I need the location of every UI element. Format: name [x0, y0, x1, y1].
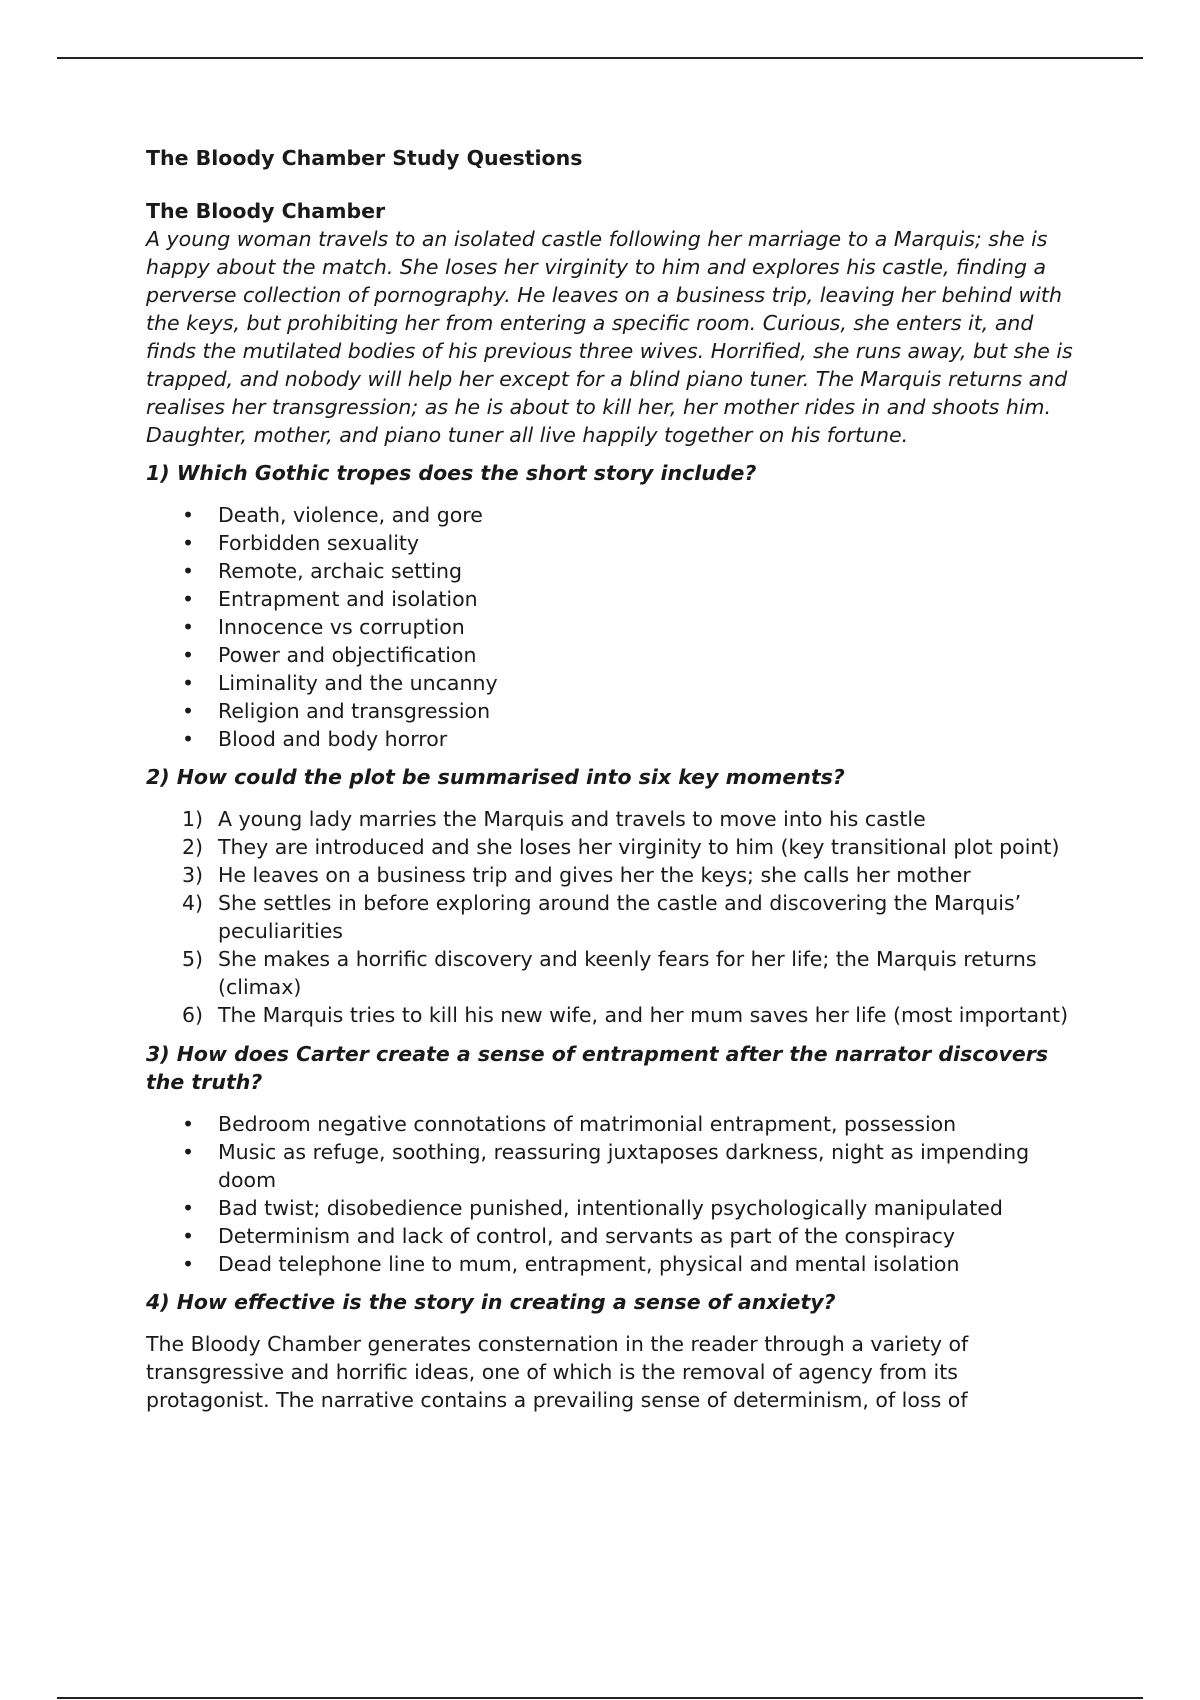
list-number: 3): [182, 863, 204, 887]
list-item: [146, 889, 1076, 945]
list-item: [146, 805, 1076, 833]
footer-rule: [57, 1697, 1143, 1699]
list-item: [146, 945, 1076, 1001]
list-item: • Liminality and the uncanny: [146, 669, 1076, 697]
question-3: 3) How does Carter create a sense of entrapment after the narrator discovers the truth?: [146, 1042, 1049, 1094]
list-item: • Death, violence, and gore: [146, 501, 1076, 529]
entrapment-list: [146, 1110, 1076, 1278]
question-2: 2) How could the plot be summarised into six key moments?: [146, 765, 845, 789]
question-4: 4) How effective is the story in creating a sense of anxiety?: [146, 1290, 836, 1314]
list-number: 4): [182, 891, 204, 915]
list-item: • Bedroom negative connotations of matrimonial entrapment, possession: [146, 1110, 1076, 1138]
list-item: • Remote, archaic setting: [146, 557, 1076, 585]
gothic-tropes-list: [146, 501, 1076, 753]
list-text: A young lady marries the Marquis and travels to move into his castle: [218, 807, 926, 831]
list-item: • Forbidden sexuality: [146, 529, 1076, 557]
document-body: [146, 144, 1076, 1414]
list-text: They are introduced and she loses her virginity to him (key transitional plot point): [218, 835, 1060, 859]
header-rule: [57, 57, 1143, 59]
list-number: 5): [182, 947, 204, 971]
list-item: [146, 833, 1076, 861]
anxiety-answer: The Bloody Chamber generates consternation in the reader through a variety of transgressive and horrific ideas, one of which is the removal of agency from its protagonist. The narrative contains a prevailing sense of determinism, of loss of: [146, 1332, 969, 1412]
list-item: [146, 1001, 1076, 1029]
list-item: [146, 861, 1076, 889]
question-1: 1) Which Gothic tropes does the short story include?: [146, 461, 757, 485]
list-item: • Innocence vs corruption: [146, 613, 1076, 641]
story-summary: A young woman travels to an isolated castle following her marriage to a Marquis; she is happy about the match. She loses her virginity to him and explores his castle, finding a perverse collection of pornography. He leaves on a business trip, leaving her behind with the keys, but prohibiting her from entering a specific room. Curious, she enters it, and finds the mutilated bodies of his previous three wives. Horrified, she runs away, but she is trapped, and nobody will help her except for a blind piano tuner. The Marquis returns and realises her transgression; as he is about to kill her, her mother rides in and shoots him. Daughter, mother, and piano tuner all live happily together on his fortune.: [146, 227, 1073, 447]
list-item: • Bad twist; disobedience punished, intentionally psychologically manipulated: [146, 1194, 1076, 1222]
list-item: • Entrapment and isolation: [146, 585, 1076, 613]
list-text: He leaves on a business trip and gives her the keys; she calls her mother: [218, 863, 971, 887]
list-number: 6): [182, 1003, 204, 1027]
list-item: • Music as refuge, soothing, reassuring juxtaposes darkness, night as impending doom: [146, 1138, 1076, 1194]
list-item: • Determinism and lack of control, and servants as part of the conspiracy: [146, 1222, 1076, 1250]
section-title: The Bloody Chamber: [146, 199, 386, 223]
list-item: • Religion and transgression: [146, 697, 1076, 725]
list-number: 2): [182, 835, 204, 859]
list-item: • Blood and body horror: [146, 725, 1076, 753]
list-text: The Marquis tries to kill his new wife, and her mum saves her life (most important): [218, 1003, 1069, 1027]
list-item: • Power and objectification: [146, 641, 1076, 669]
list-item: • Dead telephone line to mum, entrapment, physical and mental isolation: [146, 1250, 1076, 1278]
list-number: 1): [182, 807, 204, 831]
document-title: The Bloody Chamber Study Questions: [146, 146, 583, 170]
list-text: She settles in before exploring around the castle and discovering the Marquis’ peculiarities: [218, 891, 1022, 943]
key-moments-list: [146, 805, 1076, 1029]
list-text: She makes a horrific discovery and keenly fears for her life; the Marquis returns (climax): [218, 947, 1037, 999]
